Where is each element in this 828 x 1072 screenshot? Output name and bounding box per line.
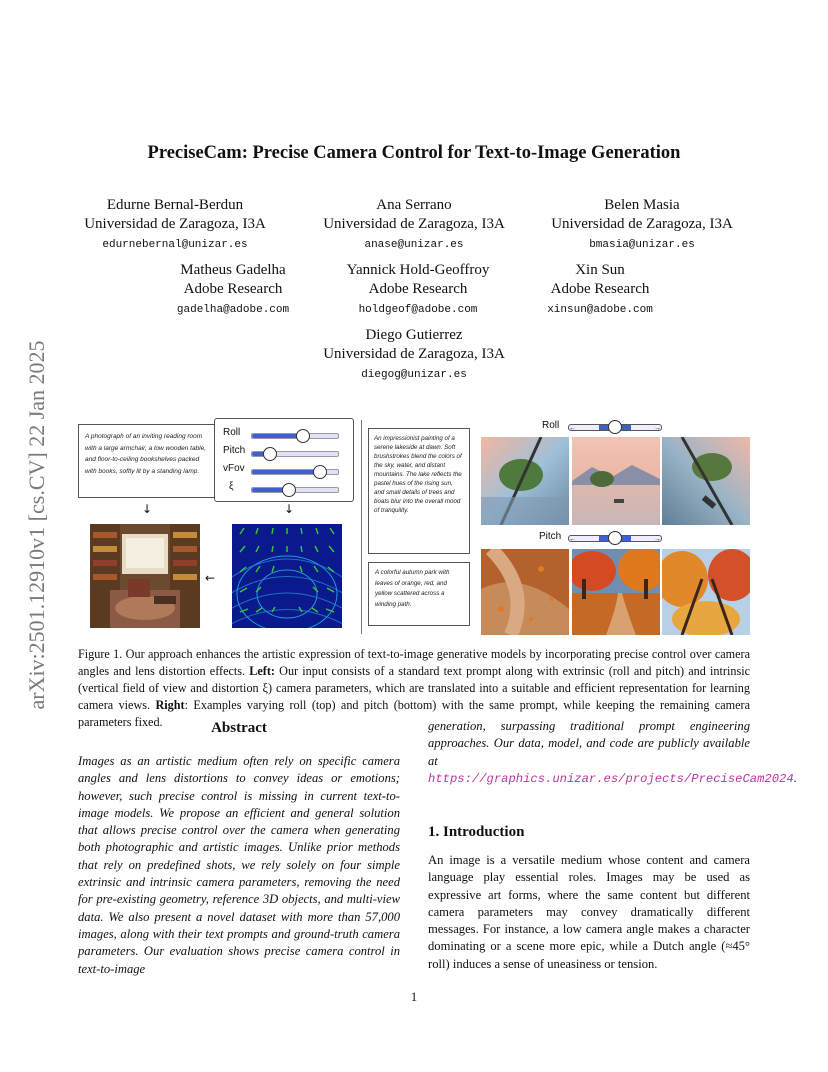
slider-label: Pitch <box>223 445 246 456</box>
autumn-park-pitch-level <box>572 549 660 635</box>
right-prompt-bottom-box <box>368 562 470 626</box>
author-email: edurnebernal@unizar.es <box>102 239 248 251</box>
autumn-park-pitch-up <box>662 549 750 635</box>
right-prompt-bottom-text: A colorful autumn park with leaves of orange, red, and yellow scattered across a winding path. <box>375 569 450 608</box>
abstract-text: Images as an artistic medium often rely on specific camera angles and lens distortions to convey ideas or emotions; however, such precise control is missing in current text-to-image models. We propose an efficient and general solution that allows precise control over the camera when generating both photographic and artistic images. Unlike prior methods that rely on predefined shots, we rely solely on four simple extrinsic and intrinsic camera parameters, removing the need for pre-existing geometry, reference 3D objects, and multi-view data. We also present a novel dataset with more than 57,000 images, along with their text prompts and ground-truth camera parameters. Our evaluation shows precise camera control in text-to-image <box>78 754 400 976</box>
paper-title: PreciseCam: Precise Camera Control for Text-to-Image Generation <box>147 143 681 163</box>
abstract-continued: generation, surpassing traditional prompt engineering approaches. Our data, model, and code are publicly available at https://graphics.unizar.es/projects/PreciseCam2024. <box>428 719 797 786</box>
author-email: anase@unizar.es <box>364 239 464 251</box>
author-email: holdgeof@adobe.com <box>358 304 478 316</box>
slider-label: ξ <box>229 481 234 492</box>
slider-track <box>251 451 339 457</box>
roll-label: Roll <box>542 420 560 431</box>
author-block <box>55 196 295 255</box>
author-email: diegog@unizar.es <box>361 369 467 381</box>
project-link[interactable]: https://graphics.unizar.es/projects/PreciseCam2024 <box>428 771 794 786</box>
slider-fill <box>252 434 302 438</box>
roll-indicator-knob <box>608 420 622 434</box>
vfov-slider[interactable] <box>223 463 345 477</box>
left-arrow-icon: ← <box>569 424 576 432</box>
author-name: Edurne Bernal-Berdun <box>106 197 244 213</box>
author-name: Yannick Hold-Geoffroy <box>346 262 490 278</box>
author-block <box>522 196 762 255</box>
pitch-indicator-track <box>568 535 662 542</box>
slider-knob[interactable] <box>313 465 327 479</box>
author-affiliation: Adobe Research <box>368 281 468 297</box>
pitch-label: Pitch <box>539 531 562 542</box>
slider-track <box>251 487 339 493</box>
author-affiliation: Universidad de Zaragoza, I3A <box>323 216 505 232</box>
right-prompt-top-box <box>368 428 470 554</box>
author-email: xinsun@adobe.com <box>547 304 653 316</box>
figure-caption: Figure 1. Our approach enhances the artistic expression of text-to-image generative models by incorporating precise control over camera angles and lens distortion effects. Left: Our input consists of a standard text prompt along with extrinsic (roll and pitch) and intrinsic (vertical field of view and distortion ξ) camera parameters, which are translated into a suitable and efficient representation for learning camera views. Right: Examples varying roll (top) and pitch (bottom) with the same prompt, while keeping the remaining camera parameters fixed. <box>78 647 750 729</box>
author-email: bmasia@unizar.es <box>589 239 695 251</box>
slider-label: vFov <box>223 463 245 474</box>
author-affiliation: Adobe Research <box>183 281 283 297</box>
author-block <box>480 261 720 320</box>
introduction-text: An image is a versatile medium whose content and camera language play essential roles. Images may be used as expressive art forms, where the same content but different camera parameters may convey dramatically different messages. For instance, a low camera angle makes a character dominating or a scene more epic, while a Dutch angle (≈45° roll) induces a sense of uneasiness or tension. <box>428 853 750 971</box>
author-name: Xin Sun <box>575 262 625 278</box>
slider-label: Roll <box>223 427 241 438</box>
slider-fill <box>252 470 319 474</box>
left-prompt-text: A photograph of an inviting reading room with a large armchair, a low wooden table, and floor-to-ceiling bookshelves packed with books, softly lit by a standing lamp. <box>85 433 207 475</box>
slider-knob[interactable] <box>282 483 296 497</box>
camera-parameter-panel <box>214 418 354 502</box>
left-prompt-box <box>78 424 216 498</box>
author-affiliation: Universidad de Zaragoza, I3A <box>551 216 733 232</box>
autumn-park-pitch-down <box>481 549 569 635</box>
xi-slider[interactable] <box>223 481 345 495</box>
left-arrow-icon: ← <box>569 535 576 543</box>
introduction-heading: 1. Introduction <box>428 824 525 840</box>
reading-room-image <box>90 524 200 628</box>
down-arrow-icon: ↓ <box>284 502 295 516</box>
lake-painting-roll-left <box>481 437 569 525</box>
author-name: Belen Masia <box>604 197 680 213</box>
lake-painting-roll-center <box>572 437 660 525</box>
left-arrow-icon: ← <box>205 571 216 585</box>
author-name: Matheus Gadelha <box>180 262 286 278</box>
author-block <box>294 196 534 255</box>
slider-knob[interactable] <box>296 429 310 443</box>
slider-knob[interactable] <box>263 447 277 461</box>
pitch-indicator-knob <box>608 531 622 545</box>
right-prompt-top-text: An impressionist painting of a serene lakeside at dawn. Soft brushstrokes blend the colors of the sky, water, and distant mountains. The lake reflects the pastel hues of the rising sun, and small details of trees and boats blur into the overall mood of tranquility. <box>374 435 462 514</box>
arxiv-stamp: arXiv:2501.12910v1 [cs.CV] 22 Jan 2025 <box>24 340 49 710</box>
pitch-slider[interactable] <box>223 445 345 459</box>
roll-slider[interactable] <box>223 427 345 441</box>
author-email: gadelha@adobe.com <box>176 304 290 316</box>
slider-track <box>251 433 339 439</box>
figure-divider <box>361 420 362 634</box>
slider-track <box>251 469 339 475</box>
author-affiliation: Universidad de Zaragoza, I3A <box>84 216 266 232</box>
author-affiliation: Universidad de Zaragoza, I3A <box>323 346 505 362</box>
author-block <box>294 326 534 385</box>
camera-field-visualization <box>232 524 342 628</box>
author-name: Ana Serrano <box>376 197 452 213</box>
author-name: Diego Gutierrez <box>365 327 463 343</box>
right-arrow-icon: → <box>654 424 661 432</box>
author-affiliation: Adobe Research <box>550 281 650 297</box>
roll-indicator-track <box>568 424 662 431</box>
right-arrow-icon: → <box>654 535 661 543</box>
page-number: 1 <box>410 990 418 1004</box>
down-arrow-icon: ↓ <box>142 502 153 516</box>
abstract-heading: Abstract <box>211 720 267 736</box>
lake-painting-roll-right <box>662 437 750 525</box>
